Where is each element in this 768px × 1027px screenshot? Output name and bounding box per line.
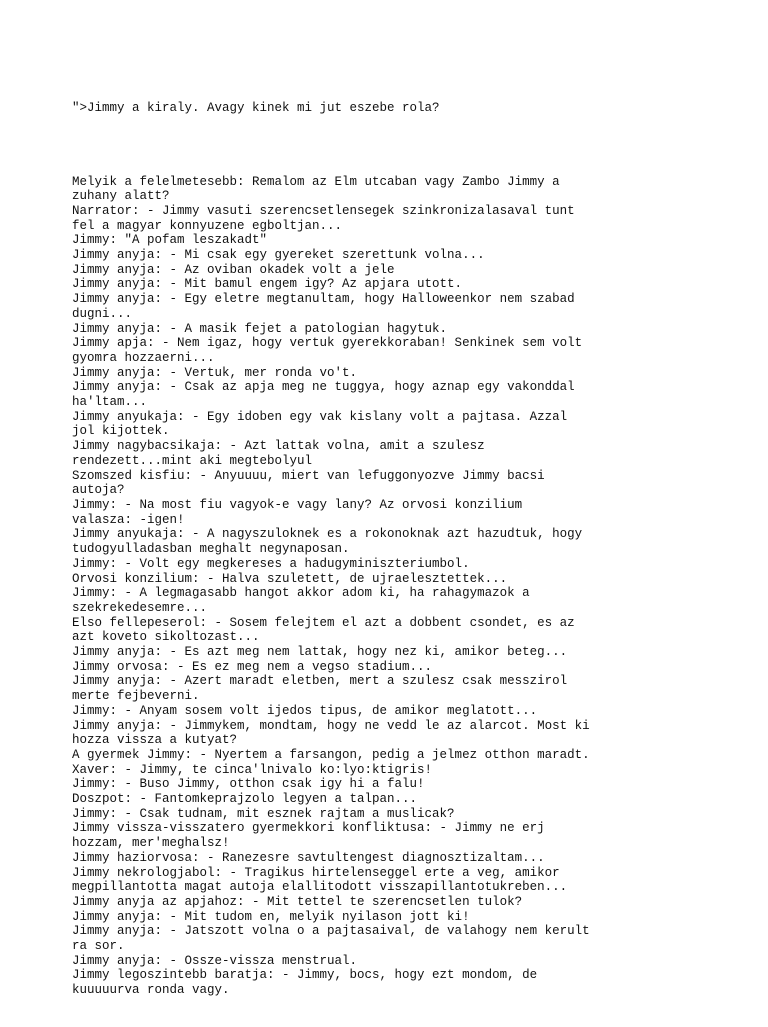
document-line: Narrator: - Jimmy vasuti szerencsetlensegek szinkronizalasaval tunt fel a magyar konnyuzene egboltjan... bbox=[72, 203, 575, 233]
document-title: ">Jimmy a kiraly. Avagy kinek mi jut eszebe rola? bbox=[72, 101, 440, 116]
document-line: Jimmy anyja: - Vertuk, mer ronda vo't. bbox=[72, 365, 358, 380]
document-line: Jimmy anyja: - Csak az apja meg ne tuggya, hogy aznap egy vakonddal ha'ltam... bbox=[72, 380, 575, 410]
document-line: Jimmy legoszintebb baratja: - Jimmy, bocs, hogy ezt mondom, de kuuuuurva ronda vagy. bbox=[72, 968, 538, 998]
document-line: Elso fellepeserol: - Sosem felejtem el azt a dobbent csondet, es az azt koveto sikoltozast... bbox=[72, 615, 575, 645]
document-line: Jimmy: - A legmagasabb hangot akkor adom ki, ha rahagymazok a szekrekedesemre... bbox=[72, 586, 530, 615]
document-line: Jimmy orvosa: - Es ez meg nem a vegso stadium... bbox=[72, 659, 433, 674]
document-line: Jimmy nagybacsikaja: - Azt lattak volna, amit a szulesz rendezett...mint aki megtebolyul bbox=[72, 439, 485, 468]
document-line: Jimmy: - Na most fiu vagyok-e vagy lany? Az orvosi konzilium valasza: -igen! bbox=[72, 497, 523, 527]
document-line: Jimmy anyja: - Az oviban okadek volt a jele bbox=[72, 262, 395, 277]
document-line: Melyik a felelmetesebb: Remalom az Elm utcaban vagy Zambo Jimmy a zuhany alatt? bbox=[72, 174, 560, 204]
document-line: Jimmy anyja: - Jimmykem, mondtam, hogy ne vedd le az alarcot. Most ki hozza vissza a kutyat? bbox=[72, 718, 590, 748]
document-line: Xaver: - Jimmy, te cinca'lnivalo ko:lyo:ktigris! bbox=[72, 762, 433, 777]
document-line: Jimmy anyja: - Jatszott volna o a pajtasaival, de valahogy nem kerult ra sor. bbox=[72, 924, 590, 954]
document-line: Jimmy anyja: - Mit tudom en, melyik nyilason jott ki! bbox=[72, 909, 470, 924]
document-line: Jimmy nekrologjabol: - Tragikus hirtelenseggel erte a veg, amikor megpillantotta magat autoja elallitodott visszapillantotukreben... bbox=[72, 865, 568, 895]
document-line: Jimmy anyja az apjahoz: - Mit tettel te szerencsetlen tulok? bbox=[72, 894, 523, 909]
document-line: Jimmy anyja: - Azert maradt eletben, mert a szulesz csak messzirol merte fejbeverni. bbox=[72, 674, 568, 704]
document-line: Jimmy: - Volt egy megkereses a hadugyminiszteriumbol. bbox=[72, 556, 470, 571]
document-line: Jimmy anyja: - Ossze-vissza menstrual. bbox=[72, 953, 358, 968]
document-line: Doszpot: - Fantomkeprajzolo legyen a talpan... bbox=[72, 792, 418, 807]
document-line: Jimmy: - Buso Jimmy, otthon csak igy hi a falu! bbox=[72, 777, 425, 792]
document-line: Jimmy anyukaja: - Egy idoben egy vak kislany volt a pajtasa. Azzal jol kijottek. bbox=[72, 409, 568, 439]
document-line: Jimmy: - Anyam sosem volt ijedos tipus, de amikor meglatott... bbox=[72, 703, 538, 718]
document-line: Jimmy apja: - Nem igaz, hogy vertuk gyerekkoraban! Senkinek sem volt gyomra hozzaerni... bbox=[72, 336, 583, 365]
document-body bbox=[72, 72, 612, 1027]
document-line: Jimmy anyja: - Mit bamul engem igy? Az apjara utott. bbox=[72, 277, 463, 292]
document-line: Orvosi konzilium: - Halva szuletett, de ujraelesztettek... bbox=[72, 571, 508, 586]
document-line: A gyermek Jimmy: - Nyertem a farsangon, pedig a jelmez otthon maradt. bbox=[72, 747, 590, 762]
document-line: Jimmy: "A pofam leszakadt" bbox=[72, 233, 268, 248]
document-line: Jimmy vissza-visszatero gyermekkori konfliktusa: - Jimmy ne erj hozzam, mer'meghalsz! bbox=[72, 821, 545, 851]
document-line: Szomszed kisfiu: - Anyuuuu, miert van lefuggonyozve Jimmy bacsi autoja? bbox=[72, 468, 545, 498]
document-line: Jimmy anyukaja: - A nagyszuloknek es a rokonoknak azt hazudtuk, hogy tudogyulladasban meghalt negynaposan. bbox=[72, 527, 583, 557]
document-line: Jimmy anyja: - A masik fejet a patologian hagytuk. bbox=[72, 321, 448, 336]
document-line: Jimmy haziorvosa: - Ranezesre savtultengest diagnosztizaltam... bbox=[72, 850, 545, 865]
document-lines bbox=[72, 175, 612, 998]
document-line: Jimmy anyja: - Egy eletre megtanultam, hogy Halloweenkor nem szabad dugni... bbox=[72, 292, 575, 321]
document-line: Jimmy anyja: - Mi csak egy gyereket szerettunk volna... bbox=[72, 248, 485, 263]
document-line: Jimmy anyja: - Es azt meg nem lattak, hogy nez ki, amikor beteg... bbox=[72, 645, 568, 660]
document-line: Jimmy: - Csak tudnam, mit esznek rajtam a muslicak? bbox=[72, 806, 455, 821]
